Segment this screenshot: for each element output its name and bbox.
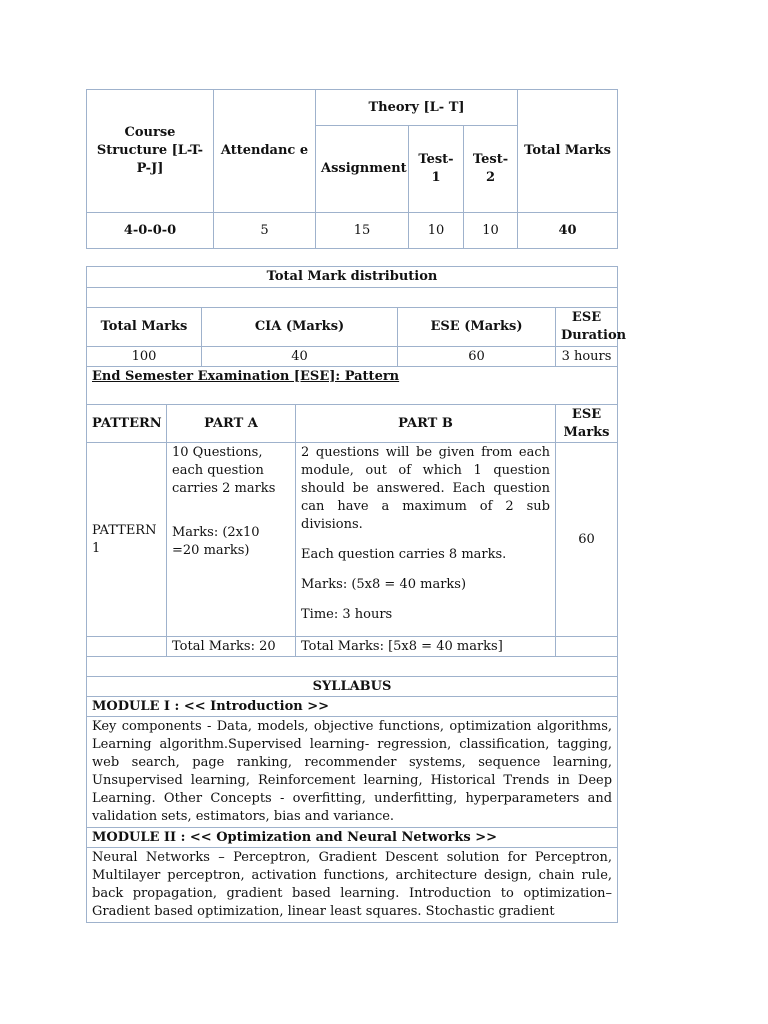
dist-total-marks-header: Total Marks <box>87 308 202 347</box>
dist-cia-value: 40 <box>202 347 398 367</box>
part-a-cell <box>167 443 296 637</box>
total-marks-header: Total Marks <box>518 90 618 213</box>
ese-pattern-title-cell <box>87 367 618 405</box>
module-1-content: Key components - Data, models, objective functions, optimization algorithms, Learning algorithm.Supervised learning- regression, classification, tagging, web search, page ranking, recommender systems, sequence learning, Unsupervised learning, Reinforcement learning, Historical Trends in Deep Learning. Other Concepts - overfitting, underfitting, hyperparameters and validation sets, estimators, bias and variance. <box>87 717 618 828</box>
totals-empty-cell <box>556 637 618 657</box>
part-a-questions: 10 Questions, each question carries 2 marks <box>172 445 276 496</box>
pattern-value: PATTERN 1 <box>87 443 167 637</box>
part-a-total: Total Marks: 20 <box>167 637 296 657</box>
module-2-heading: MODULE II : << Optimization and Neural Networks >> <box>87 828 618 848</box>
pattern-header: PATTERN <box>87 405 167 443</box>
module-2-content: Neural Networks – Perceptron, Gradient Descent solution for Perceptron, Multilayer perceptron, activation functions, architecture design, chain rule, back propagation, gradient based learning. Introduction to optimization– Gradient based optimization, linear least squares. Stochastic gradient <box>87 848 618 923</box>
part-b-total: Total Marks: [5x8 = 40 marks] <box>296 637 556 657</box>
spacer-row <box>87 657 618 677</box>
totals-empty-cell <box>87 637 167 657</box>
test2-header: Test- 2 <box>464 126 518 213</box>
test1-header: Test- 1 <box>409 126 464 213</box>
ese-pattern-title: End Semester Examination [ESE]: Pattern <box>92 369 400 384</box>
distribution-title: Total Mark distribution <box>87 267 618 288</box>
part-b-cell <box>296 443 556 637</box>
attendance-value: 5 <box>214 213 316 249</box>
total-marks-value: 40 <box>518 213 618 249</box>
part-b-marks-each: Each question carries 8 marks. <box>301 547 507 562</box>
syllabus-title: SYLLABUS <box>87 677 618 697</box>
course-structure-header: Course Structure [L-T-P-J] <box>87 90 214 213</box>
dist-ese-header: ESE (Marks) <box>398 308 556 347</box>
part-b-instructions: 2 questions will be given from each module, out of which 1 question should be answered. Each question can have a maximum of 2 sub divisions. <box>301 445 550 532</box>
dist-cia-header: CIA (Marks) <box>202 308 398 347</box>
spacer-row <box>87 288 618 308</box>
module-1-heading: MODULE I : << Introduction >> <box>87 697 618 717</box>
dist-total-marks-value: 100 <box>87 347 202 367</box>
part-a-header: PART A <box>167 405 296 443</box>
attendance-header: Attendanc e <box>214 90 316 213</box>
part-b-marks: Marks: (5x8 = 40 marks) <box>301 577 467 592</box>
course-structure-value: 4-0-0-0 <box>87 213 214 249</box>
course-marks-table <box>86 89 618 249</box>
test1-value: 10 <box>409 213 464 249</box>
ese-marks-value: 60 <box>556 443 618 637</box>
dist-ese-duration-header: ESE Duration <box>556 308 618 347</box>
assignment-value: 15 <box>316 213 409 249</box>
dist-ese-value: 60 <box>398 347 556 367</box>
syllabus-table <box>86 266 627 923</box>
part-b-time: Time: 3 hours <box>301 607 393 622</box>
theory-header: Theory [L- T] <box>316 90 518 126</box>
part-b-header: PART B <box>296 405 556 443</box>
ese-marks-header: ESE Marks <box>556 405 618 443</box>
assignment-header: Assignment <box>316 126 409 213</box>
part-a-marks: Marks: (2x10 =20 marks) <box>172 525 260 558</box>
test2-value: 10 <box>464 213 518 249</box>
dist-ese-duration-value: 3 hours <box>556 347 618 367</box>
